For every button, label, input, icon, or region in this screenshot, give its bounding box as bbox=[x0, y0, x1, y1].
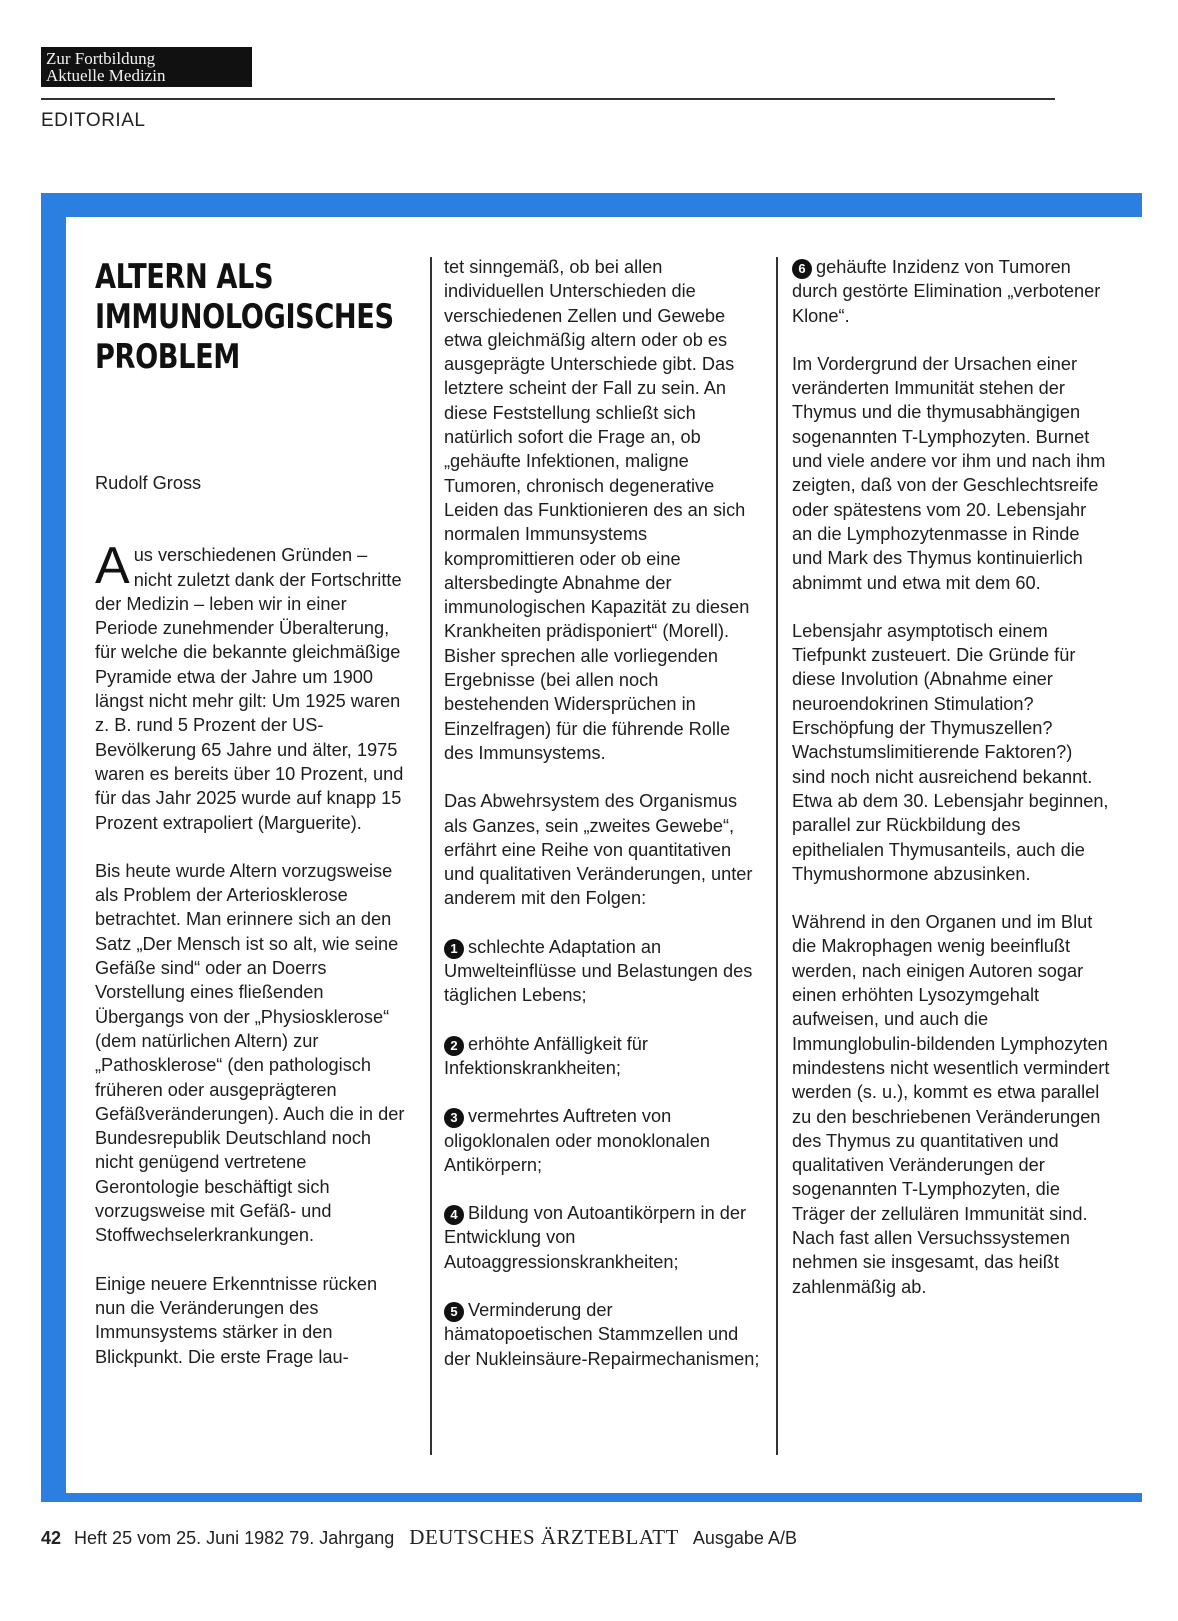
paragraph: Im Vordergrund der Ursachen einer veränderten Immunität stehen der Thymus und die thymusabhängigen sogenannten T-Lymphozyten. Burnet und viele andere vor ihm und nach ihm zeigten, daß von der Geschlechtsreife oder spätestens vom 20. Lebensjahr an die Lymphozytenmasse in Rinde und Mark des Thymus kontinuierlich abnimmt und etwa mit dem 60. bbox=[792, 353, 1106, 593]
column-rule-2 bbox=[776, 257, 778, 1455]
list-item bbox=[444, 935, 762, 1008]
list-item-text: erhöhte Anfälligkeit für Infektionskrankheiten; bbox=[444, 1033, 648, 1078]
column-3 bbox=[792, 255, 1110, 1323]
title-line-2: IMMUNOLOGISCHES bbox=[95, 297, 394, 337]
column-2 bbox=[444, 255, 762, 1395]
section-label-line2: Aktuelle Medizin bbox=[46, 66, 166, 85]
number-badge: 2 bbox=[444, 1036, 464, 1056]
number-badge: 1 bbox=[444, 939, 464, 959]
title-line-1: ALTERN ALS bbox=[95, 257, 274, 297]
list-item bbox=[444, 1104, 762, 1177]
journal-name: DEUTSCHES ÄRZTEBLATT bbox=[409, 1525, 679, 1549]
number-badge: 3 bbox=[444, 1108, 464, 1128]
paragraph: Lebensjahr asymptotisch einem Tiefpunkt zusteuert. Die Gründe für diese Involution (Abnahme einer neuroendokrinen Stimulation? Erschöpfung der Thymuszellen? Wachstumslimitierende Faktoren?) sind noch nicht ausreichend bekannt. Etwa ab dem 30. Lebensjahr beginnen, parallel zur Rückbildung des epithelialen Thymusanteils, auch die Thymushormone abzusinken. bbox=[792, 620, 1109, 884]
number-badge: 6 bbox=[792, 259, 812, 279]
section-label bbox=[41, 47, 252, 87]
number-badge: 5 bbox=[444, 1302, 464, 1322]
paragraph: tet sinngemäß, ob bei allen individuellen Unterschieden die verschiedenen Zellen und Gewebe etwa gleichmäßig altern oder ob es ausgeprägte Unterschiede gibt. Das letztere scheint der Fall zu sein. An diese Feststellung schließt sich natürlich sofort die Frage an, ob „gehäufte Infektionen, maligne Tumoren, chronisch degenerative Leiden das Funktionieren des an sich normalen Immunsystems kompromittieren oder ob eine altersbedingte Abnahme der immunologischen Kapazität zu diesen Krankheiten prädisponiert“ (Morell). Bisher sprechen alle vorliegenden Ergebnisse (bei allen noch bestehenden Widersprüchen in Einzelfragen) für die führende Rolle des Immunsystems. bbox=[444, 257, 750, 763]
title-line-3: PROBLEM bbox=[95, 337, 240, 377]
edition: Ausgabe A/B bbox=[692, 1528, 797, 1548]
column-1 bbox=[95, 255, 405, 1393]
column-rule-1 bbox=[430, 257, 432, 1455]
list-item-text: schlechte Adaptation an Umwelteinflüsse und Belastungen des täglichen Lebens; bbox=[444, 936, 753, 1006]
paragraph: Bis heute wurde Altern vorzugsweise als Problem der Arteriosklerose betrachtet. Man erinnere sich an den Satz „Der Mensch ist so alt, wie seine Gefäße sind“ oder an Doerrs Vorstellung eines fließenden Übergangs von der „Physiosklerose“ (dem natürlichen Altern) zur „Pathosklerose“ (den pathologisch früheren oder ausgeprägteren Gefäßveränderungen). Auch die in der Bundesrepublik Deutschland noch nicht genügend vertretene Gerontologie beschäftigt sich vorzugsweise mit Gefäß- und Stoffwechselerkrankungen. bbox=[95, 860, 405, 1246]
page-number: 42 bbox=[41, 1528, 62, 1548]
category-label: EDITORIAL bbox=[41, 110, 146, 131]
paragraph: Das Abwehrsystem des Organismus als Ganzes, sein „zweites Gewebe“, erfährt eine Reihe von quantitativen und qualitativen Veränderungen, unter anderem mit den Folgen: bbox=[444, 791, 753, 909]
paragraph bbox=[95, 537, 405, 835]
drop-cap: A bbox=[95, 537, 130, 596]
header-rule bbox=[41, 98, 1055, 100]
paragraph: Während in den Organen und im Blut die Makrophagen wenig beeinflußt werden, nach einigen Autoren sogar einen erhöhten Lysozymgehalt aufweisen, und auch die Immunglobulin-bildenden Lymphozyten mindestens nicht wesentlich vermindert werden (s. u.), kommt es etwa parallel zu den beschriebenen Veränderungen des Thymus zu quantitativen und qualitativen Veränderungen der sogenannten T-Lymphozyten, die Träger der zellulären Immunität sind. Nach fast allen Versuchssystemen nehmen sie insgesamt, das heißt zahlenmäßig ab. bbox=[792, 912, 1110, 1297]
list-item bbox=[444, 1032, 762, 1081]
author: Rudolf Gross bbox=[95, 473, 202, 493]
list-item-text: gehäufte Inzidenz von Tumoren durch gestörte Elimination „verbotener Klone“. bbox=[792, 257, 1101, 326]
section-label-line1: Zur Fortbildung bbox=[46, 49, 156, 68]
page-footer bbox=[41, 1525, 797, 1550]
issue-info: Heft 25 vom 25. Juni 1982 79. Jahrgang bbox=[74, 1528, 395, 1548]
list-item bbox=[444, 1298, 762, 1371]
article-title bbox=[95, 257, 407, 377]
list-item-text: Verminderung der hämatopoetischen Stammzellen und der Nukleinsäure-Repairmechanismen; bbox=[444, 1299, 760, 1369]
list-item-text: Bildung von Autoantikörpern in der Entwicklung von Autoaggressionskrankheiten; bbox=[444, 1203, 747, 1272]
paragraph-text: us verschiedenen Gründen – nicht zuletzt dank der Fortschritte der Medizin – leben wir in einer Periode zunehmender Überalterung, für welche die bekannte gleichmäßige Pyramide etwa der Jahre um 1900 längst nicht mehr gilt: Um 1925 waren z. B. rund 5 Prozent der US-Bevölkerung 65 Jahre und älter, 1975 waren es bereits über 10 Prozent, und für das Jahr 2025 wurde auf knapp 15 Prozent extrapoliert (Marguerite). bbox=[95, 545, 404, 833]
list-item bbox=[792, 255, 1110, 328]
number-badge: 4 bbox=[444, 1205, 464, 1225]
list-item bbox=[444, 1201, 762, 1274]
list-item-text: vermehrtes Auftreten von oligoklonalen oder monoklonalen Antikörpern; bbox=[444, 1106, 710, 1175]
paragraph: Einige neuere Erkenntnisse rücken nun die Veränderungen des Immunsystems stärker in den Blickpunkt. Die erste Frage lau- bbox=[95, 1273, 378, 1367]
